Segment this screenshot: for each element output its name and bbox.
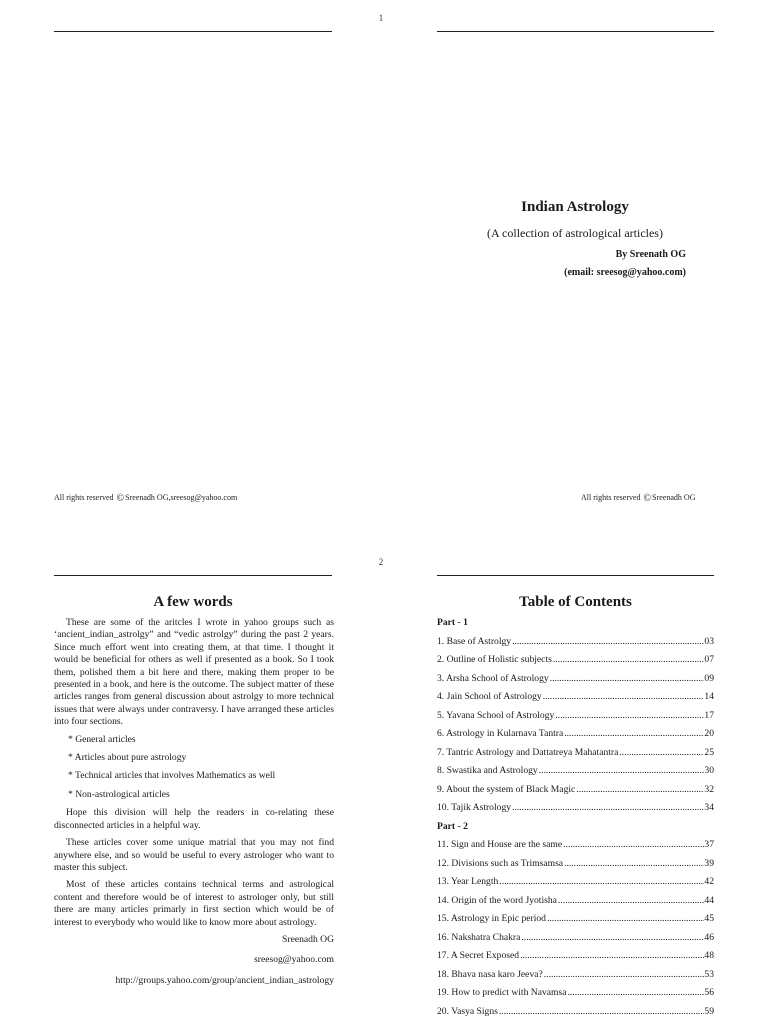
toc-entry [437,670,714,689]
toc-entry-page: 30 [704,765,714,776]
toc-entry [437,781,714,800]
toc-entry [437,984,714,1003]
toc-leader-dots [549,670,705,689]
book-subtitle: (A collection of astrological articles) [487,226,663,240]
toc-entry-page: 48 [704,950,714,961]
toc-entry-page: 34 [704,802,714,813]
toc-entry-page: 25 [704,746,714,758]
toc-leader-dots [563,725,704,744]
header-rule-left-2 [54,575,332,576]
copyright-icon: © [643,493,652,504]
few-words-heading: A few words [153,594,233,610]
toc-entry-title: 20. Vasya Signs [437,1005,498,1017]
toc-part-2-label: Part - 2 [437,820,468,832]
signature-name: Sreenadh OG [282,933,334,945]
toc-entry-page: 32 [704,783,714,795]
toc-entry-page: 59 [704,1005,714,1017]
toc-entry-title: 9. About the system of Black Magic [437,783,576,795]
footer-left-prefix: All rights reserved [54,493,114,502]
toc-entry-page: 17 [704,709,714,721]
toc-entry-title: 17. A Secret Exposed [437,950,520,961]
footer-right [581,493,695,504]
section-list-item: * Articles about pure astrology [68,752,187,764]
toc-entry-page: 42 [704,876,714,887]
toc-part-1-list [437,633,714,818]
toc-entry-title: 14. Origin of the word Jyotisha [437,894,557,906]
page-number-1: 1 [378,13,384,23]
toc-leader-dots [562,836,704,855]
toc-entry-title: 4. Jain School of Astrology [437,691,542,702]
toc-entry [437,929,714,948]
toc-entry-title: 18. Bhava nasa karo Jeeva? [437,968,543,980]
toc-entry-title: 6. Astrology in Kularnava Tantra [437,728,564,739]
toc-leader-dots [511,633,704,652]
toc-entry [437,966,714,985]
toc-entry [437,1003,714,1022]
toc-entry [437,725,714,744]
toc-entry [437,855,714,874]
toc-entry [437,947,714,966]
toc-entry-title: 5. Yavana School of Astrology [437,709,555,721]
book-title: Indian Astrology [521,199,629,215]
toc-entry-page: 46 [704,931,714,943]
toc-leader-dots [546,910,704,929]
toc-entry-title: 8. Swastika and Astrology [437,765,538,776]
toc-entry-page: 07 [704,654,714,665]
toc-entry-title: 3. Arsha School of Astrology [437,672,549,684]
toc-entry-page: 53 [704,968,714,980]
toc-entry-title: 12. Divisions such as Trimsamsa [437,857,564,869]
toc-leader-dots [542,688,705,707]
toc-entry [437,651,714,670]
toc-entry-page: 37 [704,839,714,850]
toc-entry [437,873,714,892]
toc-entry-page: 20 [704,728,714,739]
toc-leader-dots [618,744,704,763]
toc-entry-title: 11. Sign and House are the same [437,839,563,850]
footer-left [54,493,237,504]
section-list-item: * General articles [68,733,136,745]
toc-entry-page: 03 [704,635,714,647]
toc-leader-dots [575,781,704,800]
few-words-paragraph-1: These are some of the aritcles I wrote in yahoo groups such as ‘ancient_indian_astrolgy” and “vedic astrolgy” during the past 2 years. Since much effort went into creating them, at that time. I thought it would be beneficial for others as well if presented as a book. So I took them, polished them a bit here and there, making them proper to be presented in a book, and here is the outcome. The subject matter of these articles ranges from general discussion about astrolgy to more technical issues that were always under contraversy. I have arranged these articles into four sections. [54,617,334,728]
toc-entry-page: 09 [704,672,714,684]
toc-leader-dots [520,929,704,948]
toc-leader-dots [538,762,705,781]
toc-entry-title: 1. Base of Astrolgy [437,635,512,647]
toc-leader-dots [552,651,705,670]
header-rule-right [437,31,714,32]
toc-entry-title: 19. How to predict with Navamsa [437,987,567,998]
section-list [54,734,334,802]
toc-leader-dots [554,707,704,726]
toc-entry-title: 13. Year Length [437,876,499,887]
toc-entry [437,744,714,763]
section-list-item: * Technical articles that involves Mathematics as well [68,770,276,782]
toc-leader-dots [519,947,704,966]
copyright-icon: © [116,493,125,504]
toc-entry-page: 44 [704,894,714,906]
toc-leader-dots [498,873,704,892]
toc-part-1-label: Part - 1 [437,617,468,628]
footer-right-prefix: All rights reserved [581,493,641,502]
footer-right-suffix: Sreenadh OG [652,493,696,502]
author-email: (email: sreesog@yahoo.com) [564,267,686,278]
toc-entry-title: 7. Tantric Astrology and Dattatreya Mahatantra [437,746,619,758]
toc-entry [437,707,714,726]
few-words-paragraph-2: Hope this division will help the readers in co-relating these disconnected articles in a helpful way. [54,807,334,831]
toc-leader-dots [563,855,704,874]
toc-heading: Table of Contents [519,594,632,610]
toc-entry-page: 45 [704,913,714,924]
signature-url: http://groups.yahoo.com/group/ancient_indian_astrology [115,974,334,986]
few-words-body [54,617,334,995]
book-author: By Sreenath OG [615,249,686,260]
signature-email: sreesog@yahoo.com [254,954,334,966]
toc-leader-dots [511,799,704,818]
toc-entry-title: 2. Outline of Holistic subjects [437,654,552,665]
header-rule-left [54,31,332,32]
page-number-2: 2 [378,557,384,567]
footer-left-suffix: Sreenadh OG,sreesog@yahoo.com [125,493,238,502]
toc-entry [437,910,714,929]
toc-entry [437,892,714,911]
toc-leader-dots [557,892,704,911]
toc-entry [437,836,714,855]
toc-entry [437,762,714,781]
header-rule-right-2 [437,575,714,576]
table-of-contents [437,614,714,1021]
toc-leader-dots [543,966,705,985]
toc-part-2-list [437,836,714,1021]
toc-entry-title: 15. Astrology in Epic period [437,913,546,924]
toc-entry-page: 56 [704,987,714,998]
toc-entry-page: 39 [704,857,714,869]
toc-entry [437,688,714,707]
few-words-paragraph-4: Most of these articles contains technical terms and astrological content and therefore would be of interest to astrologer only, but still there are many articles primarly in first section which would be of interest to everybody who would like to know more about astrology. [54,879,334,928]
toc-entry [437,633,714,652]
toc-entry-page: 14 [704,691,714,702]
toc-entry [437,799,714,818]
section-list-item: * Non-astrological articles [68,788,170,800]
few-words-paragraph-3: These articles cover some unique matrial that you may not find anywhere else, and so would be useful to every astrologer who want to master this subject. [54,837,334,873]
toc-entry-title: 16. Nakshatra Chakra [437,931,521,943]
toc-entry-title: 10. Tajik Astrology [437,802,512,813]
toc-leader-dots [498,1003,705,1022]
toc-leader-dots [567,984,705,1003]
